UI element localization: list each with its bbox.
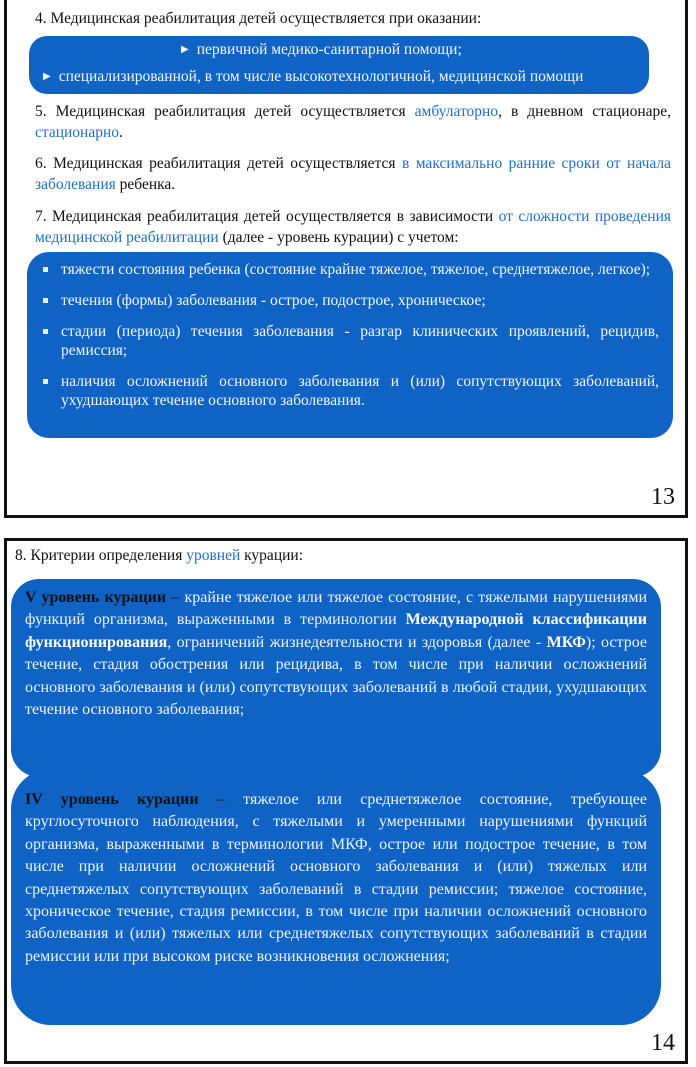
level-4-title: IV уровень курации [25,791,199,808]
care-type-item: ▶ специализированной, в том числе высокотехнологичной, медицинской помощи [43,68,584,85]
paragraph-6: 6. Медицинская реабилитация детей осуществляется в максимально ранние сроки от начала заболевания ребенка. [35,155,671,193]
paragraph-8: 8. Критерии определения уровней курации: [15,547,304,564]
paragraph-4-text: 4. Медицинская реабилитация детей осуществляется при оказании: [35,10,482,27]
triangle-bullet-icon: ▶ [43,71,51,82]
icf-term: Международной классификации функционирования [25,611,647,651]
highlight-complexity: от сложности проведения медицинской реабилитации [35,208,672,246]
page-number: 13 [651,484,675,510]
highlight-early-start: в максимально ранние сроки от начала заболевания [35,155,671,193]
care-type-item: ▶ первичной медико-санитарной помощи; [181,41,462,58]
level-5-box: V уровень курации – крайне тяжелое или тяжелое состояние, с тяжелыми нарушениями функций организма, выраженными в терминологии Международной классификации функционирования, ограничений жизнедеятельности и здоровья (далее - МКФ); острое течение, стадия обострения или рецидива, в том числе при наличии осложнений основного заболевания и (или) сопутствующих заболеваний в любой стадии, ухудшающих течение основного заболевания; [11,579,661,777]
paragraph-7: 7. Медицинская реабилитация детей осуществляется в зависимости от сложности проведения медицинской реабилитации (далее - уровень курации) с учетом: [35,208,672,246]
page-number: 14 [651,1030,675,1056]
criteria-list [27,252,673,410]
level-5-title: V уровень курации [25,589,167,606]
paragraph-4 [35,8,671,29]
criteria-item: стадии (периода) течения заболевания - разгар клинических проявлений, рецидив, ремиссия; [37,322,659,360]
highlight-inpatient: стационарно [35,124,120,141]
slide-14 [4,538,688,1064]
highlight-levels: уровней [186,547,241,564]
criteria-item: наличия осложнений основного заболевания и (или) сопутствующих заболеваний, ухудшающих течение основного заболевания. [37,372,659,410]
paragraph-5: 5. Медицинская реабилитация детей осуществляется амбулаторно, в дневном стационаре, стационарно. [35,103,671,141]
highlight-ambulatory: амбулаторно [414,103,499,120]
slide-13 [4,0,688,518]
level-4-box: IV уровень курации – тяжелое или среднетяжелое состояние, требующее круглосуточного наблюдения, с тяжелыми и умеренными нарушениями функций организма, выраженными в терминологии МКФ, острое или подострое течение, в том числе при наличии осложнений основного заболевания и (или) тяжелых или среднетяжелых сопутствующих заболеваний в стадии ремиссии; тяжелое состояние, хроническое течение, стадия ремиссии, в том числе при наличии осложнений основного заболевания и (или) тяжелых или среднетяжелых сопутствующих заболеваний в стадии ремиссии или при высоком риске возникновения осложнения; [11,769,661,1025]
criteria-item: течения (формы) заболевания - острое, подострое, хроническое; [37,291,659,310]
triangle-bullet-icon: ▶ [181,44,189,55]
care-types-box [29,36,649,94]
icf-abbr: МКФ [546,633,586,651]
criteria-box [27,252,673,438]
criteria-item: тяжести состояния ребенка (состояние крайне тяжелое, тяжелое, среднетяжелое, легкое); [37,260,659,279]
